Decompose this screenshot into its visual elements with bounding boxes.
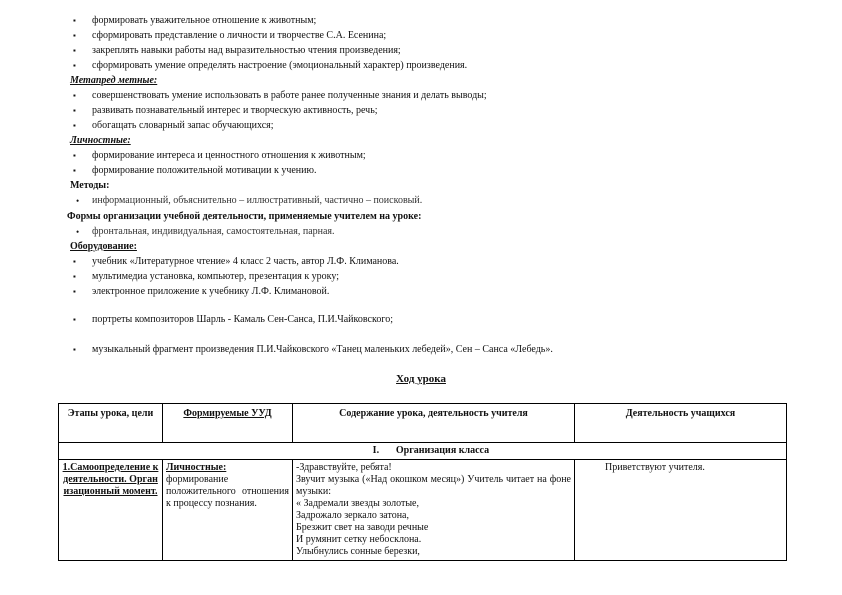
dot-bullet-icon: • <box>76 196 80 206</box>
section-title: Организация класса <box>395 445 490 456</box>
forms-heading: Формы организации учебной деятельности, применяемые учителем на уроке: <box>67 211 422 222</box>
content-line: Брезжит свет на заводи речные <box>296 522 429 533</box>
students-cell <box>575 460 787 561</box>
table-row <box>59 460 787 561</box>
lesson-table <box>58 403 787 561</box>
equipment-heading: Оборудование: <box>70 241 137 252</box>
methods-heading: Методы: <box>70 180 110 191</box>
metapredmet-heading: Метапред метные: <box>70 75 158 86</box>
bullet-icon: ▪ <box>73 91 76 100</box>
lichnostnye-item: формирование интереса и ценностного отношения к животным; <box>92 150 366 161</box>
bullet-icon: ▪ <box>73 31 76 40</box>
students-text: Приветствуют учителя. <box>605 462 705 473</box>
section-row <box>59 443 787 460</box>
bullet-icon: ▪ <box>73 16 76 25</box>
bullet-icon: ▪ <box>73 151 76 160</box>
header-students: Деятельность учащихся <box>575 404 787 443</box>
forms-item: фронтальная, индивидуальная, самостоятельная, парная. <box>92 226 335 237</box>
methods-item: информационный, объяснительно – иллюстративный, частично – поисковый. <box>92 195 423 206</box>
content-line: Задрожало зеркало затона, <box>296 510 409 521</box>
bullet-icon: ▪ <box>73 61 76 70</box>
goal-item: формировать уважительное отношение к животным; <box>92 15 317 26</box>
equipment-item: электронное приложение к учебнику Л.Ф. Климановой. <box>92 286 330 297</box>
stage-cell: 1.Самоопределение к деятельности. Организационный момент. <box>59 460 163 561</box>
goal-item: сформировать умение определять настроение (эмоциональный характер) произведения. <box>92 60 468 71</box>
metapredmet-item: совершенствовать умение использовать в работе ранее полученные знания и делать выводы; <box>92 90 487 101</box>
metapredmet-item: обогащать словарный запас обучающихся; <box>92 120 274 131</box>
table-header-row <box>59 404 787 443</box>
uud-cell <box>163 460 293 561</box>
equipment-item: портреты композиторов Шарль - Камаль Сен-Санса, П.И.Чайковского; <box>92 314 393 325</box>
content-line: И румянит сетку небосклона. <box>296 534 422 545</box>
equipment-item: мультимедиа установка, компьютер, презентация к уроку; <box>92 271 340 282</box>
content-line: -Здравствуйте, ребята! <box>296 462 392 473</box>
bullet-icon: ▪ <box>73 166 76 175</box>
goal-item: закреплять навыки работы над выразительностью чтения произведения; <box>92 45 401 56</box>
section-cell <box>59 443 787 460</box>
bullet-icon: ▪ <box>73 345 76 354</box>
lichnostnye-item: формирование положительной мотивации к учению. <box>92 165 317 176</box>
content-cell <box>293 460 575 561</box>
equipment-item: музыкальный фрагмент произведения П.И.Чайковского «Танец маленьких лебедей», Сен – Санса «Лебедь». <box>92 344 553 355</box>
dot-bullet-icon: • <box>76 227 80 237</box>
bullet-icon: ▪ <box>73 287 76 296</box>
content-line: « Задремали звезды золотые, <box>296 498 419 509</box>
content-line: Улыбнулись сонные березки, <box>296 546 420 557</box>
goal-item: сформировать представление о личности и творчестве С.А. Есенина; <box>92 30 387 41</box>
lesson-title: Ход урока <box>396 373 446 385</box>
section-number: I. <box>372 445 380 456</box>
bullet-icon: ▪ <box>73 257 76 266</box>
header-stage: Этапы урока, цели <box>59 404 163 443</box>
equipment-item: учебник «Литературное чтение» 4 класс 2 часть, автор Л.Ф. Климанова. <box>92 256 399 267</box>
bullet-icon: ▪ <box>73 106 76 115</box>
header-content: Содержание урока, деятельность учителя <box>293 404 575 443</box>
bullet-icon: ▪ <box>73 121 76 130</box>
uud-text: формирование положительного отношения к процессу познания. <box>166 474 289 509</box>
metapredmet-item: развивать познавательный интерес и творческую активность, речь; <box>92 105 378 116</box>
bullet-icon: ▪ <box>73 46 76 55</box>
bullet-icon: ▪ <box>73 315 76 324</box>
bullet-icon: ▪ <box>73 272 76 281</box>
uud-heading: Личностные: <box>166 462 227 473</box>
content-line: Звучит музыка («Над окошком месяц») Учитель читает на фоне музыки: <box>296 474 571 497</box>
lichnostnye-heading: Личностные: <box>70 135 131 146</box>
header-uud: Формируемые УУД <box>163 404 293 443</box>
